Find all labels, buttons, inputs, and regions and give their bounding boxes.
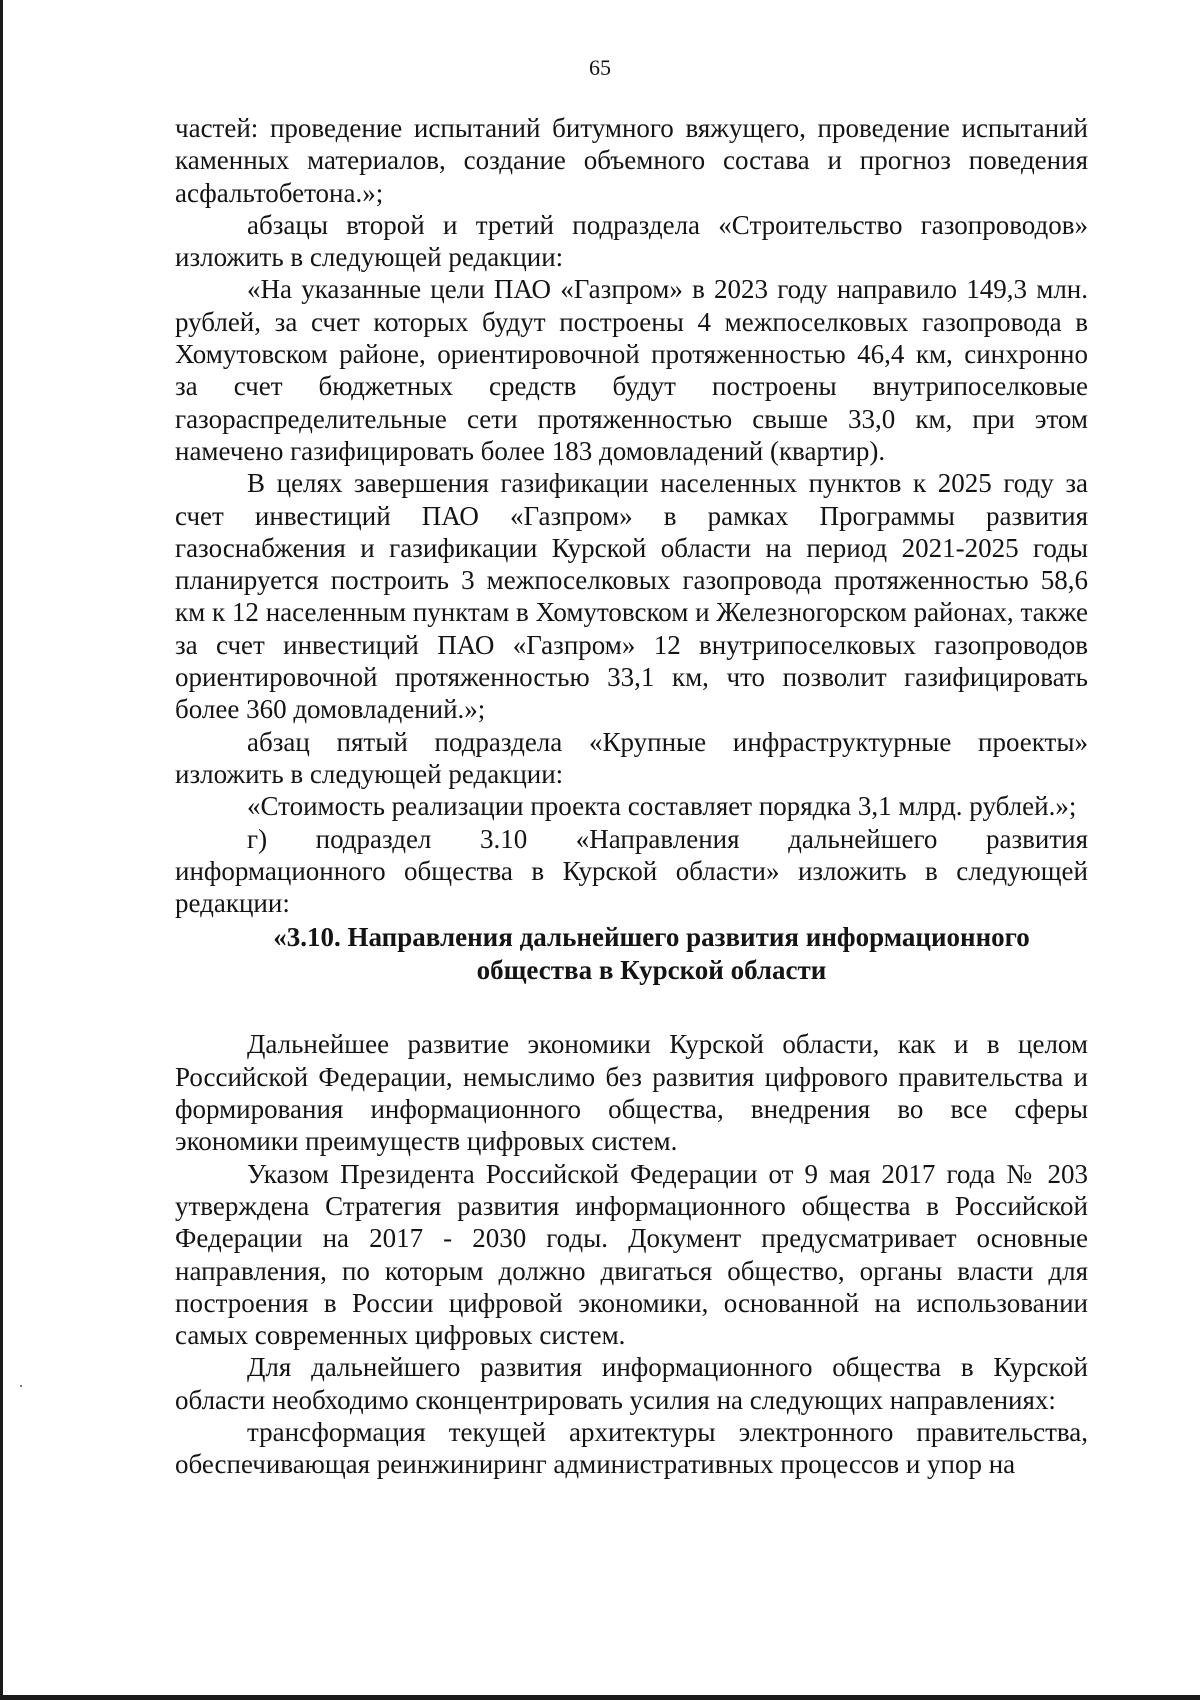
document-body xyxy=(175,112,1088,1481)
paragraph-continuation: частей: проведение испытаний битумного вяжущего, проведение испытаний каменных материалов, создание объемного состава и прогноз поведения асфальтобетона.»; xyxy=(175,113,1088,208)
paragraph: В целях завершения газификации населенных пунктов к 2025 году за счет инвестиций ПАО «Газпром» в рамках Программы развития газоснабжения и газификации Курской области на период 2021-2025 годы планируется построить 3 межпоселковых газопровода протяженностью 58,6 км к 12 населенным пунктам в Хомутовском и Железногорском районах, также за счет инвестиций ПАО «Газпром» 12 внутрипоселковых газопроводов ориентировочной протяженностью 33,1 км, что позволит газифицировать более 360 домовладений.»; xyxy=(175,468,1088,725)
scan-speck xyxy=(20,1385,22,1387)
paragraph: «На указанные цели ПАО «Газпром» в 2023 году направило 149,3 млн. рублей, за счет которых будут построены 4 межпоселковых газопровода в Хомутовском районе, ориентировочной протяженностью 46,4 км, синхронно за счет бюджетных средств будут построены внутрипоселковые газораспределительные сети протяженностью свыше 33,0 км, при этом намечено газифицировать более 183 домовладений (квартир). xyxy=(175,274,1088,466)
paragraph: Указом Президента Российской Федерации от 9 мая 2017 года № 203 утверждена Стратегия развития информационного общества в Российской Федерации на 2017 - 2030 годы. Документ предусматривает основные направления, по которым должно двигаться общество, органы власти для построения в России цифровой экономики, основанной на использовании самых современных цифровых систем. xyxy=(175,1158,1088,1351)
paragraph: трансформация текущей архитектуры электронного правительства, обеспечивающая реинжиниринг административных процессов и упор на xyxy=(175,1416,1088,1480)
section-heading-line-2: общества в Курской области xyxy=(476,955,827,986)
scan-border-left xyxy=(0,0,3,1700)
scan-border-bottom xyxy=(0,1695,1200,1700)
paragraph: «Стоимость реализации проекта составляет порядка 3,1 млрд. рублей.»; xyxy=(247,791,1077,822)
page-number: 65 xyxy=(589,55,611,80)
paragraph: абзац пятый подраздела «Крупные инфраструктурные проекты» изложить в следующей редакции: xyxy=(175,726,1088,789)
paragraph: Дальнейшее развитие экономики Курской области, как и в целом Российской Федерации, немыслимо без развития цифрового правительства и формирования информационного общества, внедрения во все сферы экономики преимуществ цифровых систем. xyxy=(175,1029,1088,1157)
paragraph: Для дальнейшего развития информационного общества в Курской области необходимо сконцентрировать усилия на следующих направлениях: xyxy=(175,1352,1088,1415)
heading-spacer xyxy=(175,987,1088,1028)
section-heading xyxy=(175,921,1088,987)
section-heading-line-1: «3.10. Направления дальнейшего развития информационного xyxy=(273,922,1030,953)
paragraph: абзацы второй и третий подраздела «Строительство газопроводов» изложить в следующей редакции: xyxy=(175,209,1088,273)
paragraph-item-g: г) подраздел 3.10 «Направления дальнейшего развития информационного общества в Курской области» изложить в следующей редакции: xyxy=(175,823,1088,919)
